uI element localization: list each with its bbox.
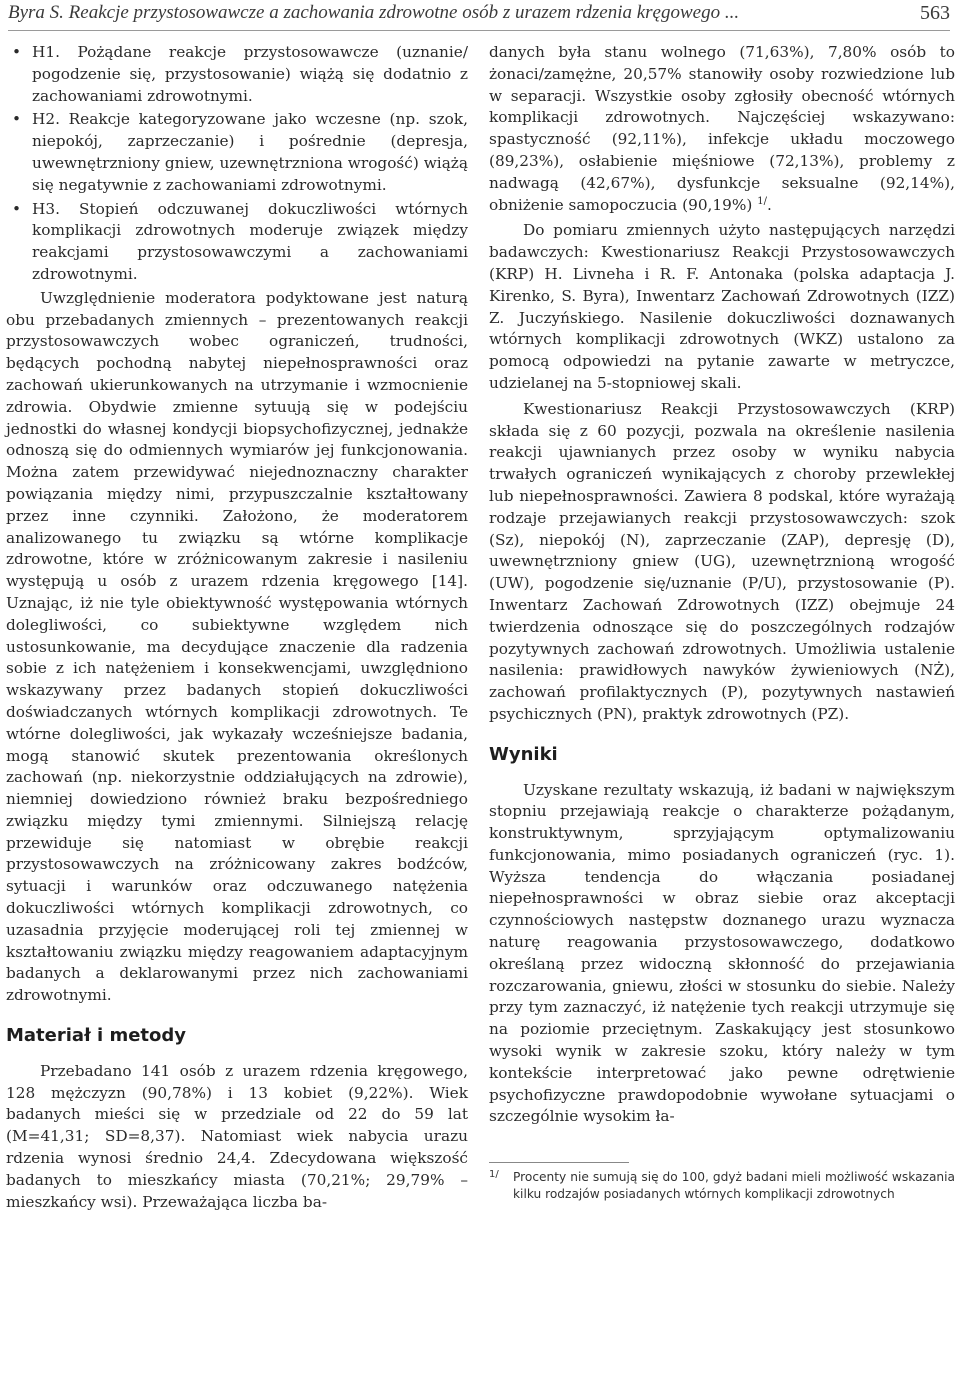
tools-paragraph: Do pomiaru zmiennych użyto następujących narzędzi badawczych: Kwestionariusz Reakcji Przystosowawczych (KRP) H. Livneha i R. F. Antonaka (polska adaptacja J. Kirenko, S. Byra), Inwentarz Zachowań Zdrowotnych (IZZ) Z. Juczyńskiego. Nasilenie dokuczliwości doznawanych wtórnych komplikacji zdrowotnych (WKZ) ustalono za pomocą odpowiedzi na pytanie zawarte w metryczce, udzielanej na 5-stopniowej skali. [489, 221, 955, 392]
footnote-ref: 1/ [757, 195, 767, 207]
footnote-mark: 1/ [489, 1169, 499, 1181]
sample-end: . [767, 195, 772, 214]
methods-paragraph: Przebadano 141 osób z urazem rdzenia kręgowego, 128 mężczyzn (90,78%) i 13 kobiet (9,22%). Wiek badanych mieści się w przedziale od 22 do 59 lat (M=41,31; SD=8,37). Natomiast wiek nabycia urazu rdzenia wynosi średnio 24,4. Zdecydowana większość badanych to mieszkańcy miasta (70,21%; 29,79% – mieszkańcy wsi). Przeważająca liczba ba- [6, 1061, 468, 1211]
footnote [489, 1169, 955, 1203]
page-number: 563 [920, 2, 950, 24]
moderator-paragraph: Uwzględnienie moderatora podyktowane jest naturą obu przebadanych zmiennych – prezentowanych reakcji przystosowawczych wobec ograniczeń, trudności, będących pochodną nabytej niepełnosprawności oraz zachowań ukierunkowanych na utrzymanie i wzmocnienie zdrowia. Obydwie zmienne sytuują się w podejściu jednostki do własnej kondycji biopsychofizycznej, jednakże odnoszą się do odmiennych wymiarów jej funkcjonowania. Można zatem przewidywać niejednoznaczny charakter powiązania między nimi, przypuszczalnie kształtowany przez inne czynniki. Założono, że moderatorem analizowanego tu związku są wtórne komplikacje zdrowotne, które w zróżnicowanym zakresie i nasileniu występują u osób z urazem rdzenia kręgowego [14]. Uznając, iż nie tyle obiektywność występowania wtórnych dolegliwości, co subiektywne względem nich ustosunkowanie, ma decydujące znaczenie dla radzenia sobie z ich natężeniem i konsekwencjami, uwzględniono wskazywany przez badanych stopień dokuczliwości doświadczanych wtórnych komplikacji zdrowotnych. Te wtórne dolegliwości, jak wykazały wcześniejsze badania, mogą stanowić skutek prezentowania określonych zachowań (np. niekorzystnie oddziałujących na zdrowie), niemniej dowiedziono również braku bezpośredniego związku między tymi zmiennymi. Silniejszą relację przewiduje się natomiast w obrębie reakcji przystosowawczych na zróżnicowany zakres bodźców, sytuacji i warunków oraz odczuwanego natężenia dokuczliwości wtórnych komplikacji zdrowotnych, co uzasadnia przyjęcie moderującej roli tej zmiennej w kształtowaniu związku między reagowaniem adaptacyjnym badanych a deklarowanymi przez nich zachowaniami zdrowotnymi. [6, 288, 468, 1005]
results-paragraph: Uzyskane rezultaty wskazują, iż badani w największym stopniu przejawiają reakcje o charakterze pożądanym, konstruktywnym, sprzyjającym optymalizowaniu funkcjonowania, mimo posiadanych ograniczeń (ryc. 1). Wyższa tendencja do włączania posiadanej niepełnosprawności w obraz siebie oraz akceptacji czynnościowych następstw doznanego urazu wyznacza naturę reagowania przystosowawczego, dodatkowo określaną przez widoczną skłonność do przejawiania rozczarowania, gniewu, złości w stosunku do siebie. Należy przy tym zaznaczyć, iż natężenie tych reakcji utrzymuje się na poziomie przeciętnym. Zaskakujący jest stosunkowo wysoki wynik w zakresie szoku, który należy w tym kontekście interpretować jako pewne odrętwienie psychofizyczne prawdopodobnie wywołane sytuacjami o szczególnie wysokim ła- [489, 780, 955, 1126]
methods-heading: Materiał i metody [6, 1025, 186, 1047]
sample-text: danych była stanu wolnego (71,63%), 7,80% osób to żonaci/zamężne, 20,57% stanowiły osoby rozwiedzione lub w separacji. Wszystkie osoby zgłosiły obecność wtórnych komplikacji zdrowotnych. Najczęściej wskazywano: spastyczność (92,11%), infekcje układu moczowego (89,23%), osłabienie mięśniowe (72,13%), problemy z nadwagą (42,67%), dysfunkcje seksualne (92,14%), obniżenie samopoczucia (90,19%) [489, 43, 955, 214]
footnote-text: Procenty nie sumują się do 100, gdyż badani mieli możliwość wskazania kilku rodzajów posiadanych wtórnych komplikacji zdrowotnych [513, 1170, 955, 1202]
running-title: Byra S. Reakcje przystosowawcze a zachowania zdrowotne osób z urazem rdzenia kręgowego ... [8, 2, 740, 23]
sample-paragraph [489, 42, 955, 216]
results-heading: Wyniki [489, 743, 558, 765]
running-header [8, 0, 950, 31]
footnote-rule [489, 1162, 629, 1163]
hypothesis-1: • H1. Pożądane reakcje przystosowawcze (uznanie/ pogodzenie się, przystosowanie) wiążą się dodatnio z zachowaniami zdrowotnymi. [6, 42, 468, 107]
krp-paragraph: Kwestionariusz Reakcji Przystosowawczych (KRP) składa się z 60 pozycji, pozwala na określenie nasilenia reakcji ujawnianych przez osoby w wyniku nabycia trwałych ograniczeń wynikających z choroby przewlekłej lub niepełnosprawności. Zawiera 8 podskal, które wyrażają rodzaje przejawianych reakcji przystosowawczych: szok (Sz), niepokój (N), zaprzeczanie (ZAP), depresję (D), uwewnętrzniony gniew (UG), uzewnętrznioną wrogość (UW), pogodzenie się/uznanie (P/U), przystosowanie (P). Inwentarz Zachowań Zdrowotnych (IZZ) obejmuje 24 twierdzenia odnoszące się do poszczególnych rodzajów pozytywnych zachowań zdrowotnych. Umożliwia ustalenie nasilenia: prawidłowych nawyków żywieniowych (NŻ), zachowań profilaktycznych (P), pozytywnych nastawień psychicznych (PN), praktyk zdrowotnych (PZ). [489, 399, 955, 723]
right-column [489, 42, 955, 1203]
left-column [6, 42, 468, 1217]
hypotheses-list [6, 42, 468, 286]
hypothesis-2: • H2. Reakcje kategoryzowane jako wczesne (np. szok, niepokój, zaprzeczanie) i pośrednie (depresja, uwewnętrzniony gniew, uzewnętrzniona wrogość) wiążą się negatywnie z zachowaniami zdrowotnymi. [6, 109, 468, 196]
hypothesis-3: • H3. Stopień odczuwanej dokuczliwości wtórnych komplikacji zdrowotnych moderuje związek między reakcjami przystosowawczymi a zachowaniami zdrowotnymi. [6, 199, 468, 286]
